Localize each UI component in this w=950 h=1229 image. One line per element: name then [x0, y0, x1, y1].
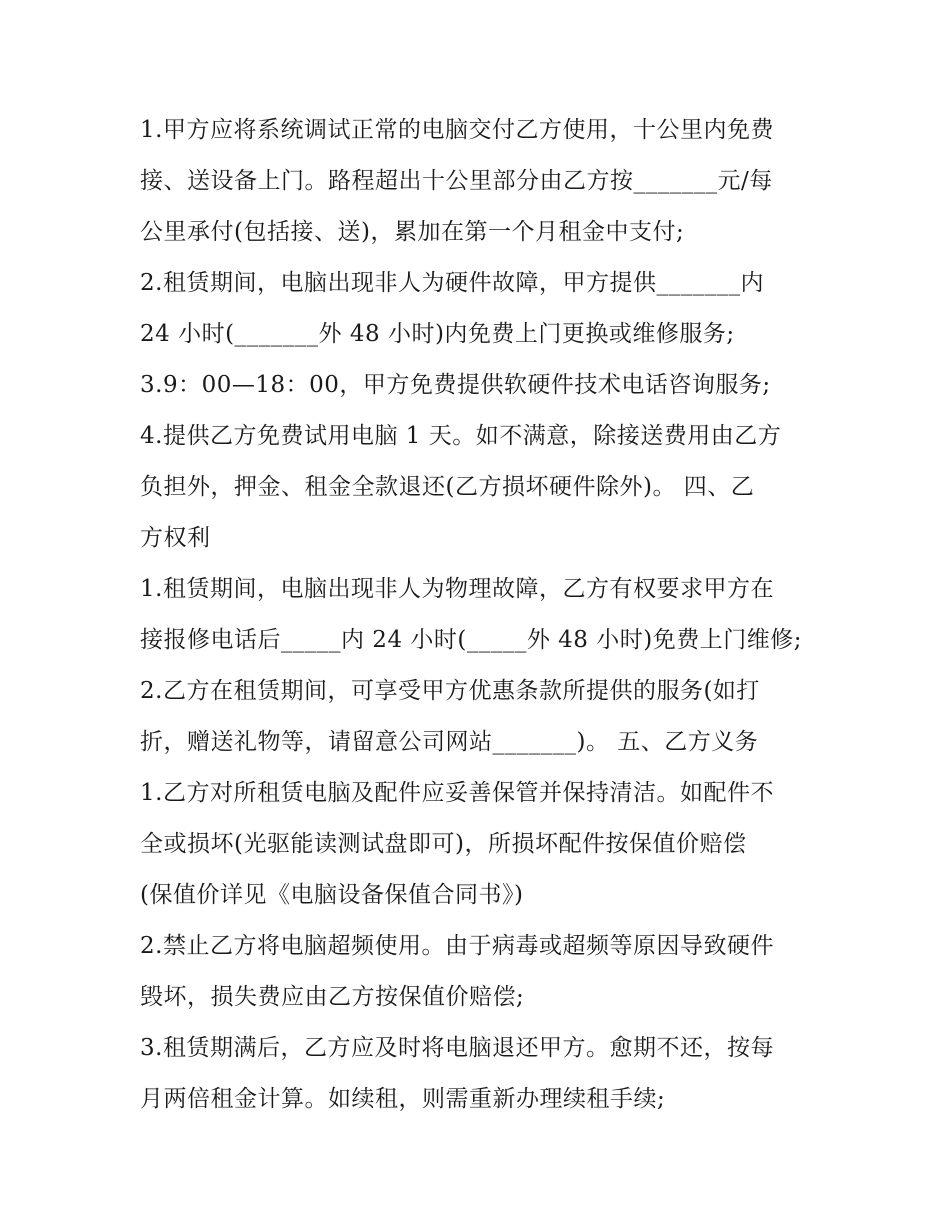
section-heading-line: 方权利	[140, 525, 211, 551]
text-line: 3.9：00—18：00，甲方免费提供软硬件技术电话咨询服务;	[140, 372, 771, 398]
text-line: 公里承付(包括接、送)，累加在第一个月租金中支付;	[140, 219, 685, 245]
text-line: 毁坏，损失费应由乙方按保值价赔偿;	[140, 984, 525, 1010]
text-line: 2.乙方在租赁期间，可享受甲方优惠条款所提供的服务(如打	[140, 678, 760, 704]
text-line: 负担外，押金、租金全款退还(乙方损坏硬件除外)。 四、乙	[140, 474, 755, 500]
text-line: 全或损坏(光驱能读测试盘即可)，所损坏配件按保值价赔偿	[140, 831, 747, 857]
text-line: 1.甲方应将系统调试正常的电脑交付乙方使用，十公里内免费	[140, 117, 774, 143]
text-line: 24 小时(_______外 48 小时)内免费上门更换或维修服务;	[140, 321, 735, 347]
text-line: 1.乙方对所租赁电脑及配件应妥善保管并保持清洁。如配件不	[140, 780, 774, 806]
text-line: 3.租赁期满后，乙方应及时将电脑退还甲方。愈期不还，按每	[140, 1035, 774, 1061]
text-line: 接报修电话后_____内 24 小时(_____外 48 小时)免费上门维修;	[140, 627, 802, 653]
text-line: 2.租赁期间，电脑出现非人为硬件故障，甲方提供_______内	[140, 270, 764, 296]
text-line: (保值价详见《电脑设备保值合同书》)	[140, 882, 524, 908]
text-line: 折，赠送礼物等，请留意公司网站_______)。 五、乙方义务	[140, 729, 759, 755]
text-line: 1.租赁期间，电脑出现非人为物理故障，乙方有权要求甲方在	[140, 576, 774, 602]
text-line: 接、送设备上门。路程超出十公里部分由乙方按_______元/每	[140, 168, 773, 194]
text-line: 2.禁止乙方将电脑超频使用。由于病毒或超频等原因导致硬件	[140, 933, 774, 959]
document-body	[140, 105, 810, 1125]
text-line: 4.提供乙方免费试用电脑 1 天。如不满意，除接送费用由乙方	[140, 423, 782, 449]
text-line: 月两倍租金计算。如续租，则需重新办理续租手续;	[140, 1086, 666, 1112]
